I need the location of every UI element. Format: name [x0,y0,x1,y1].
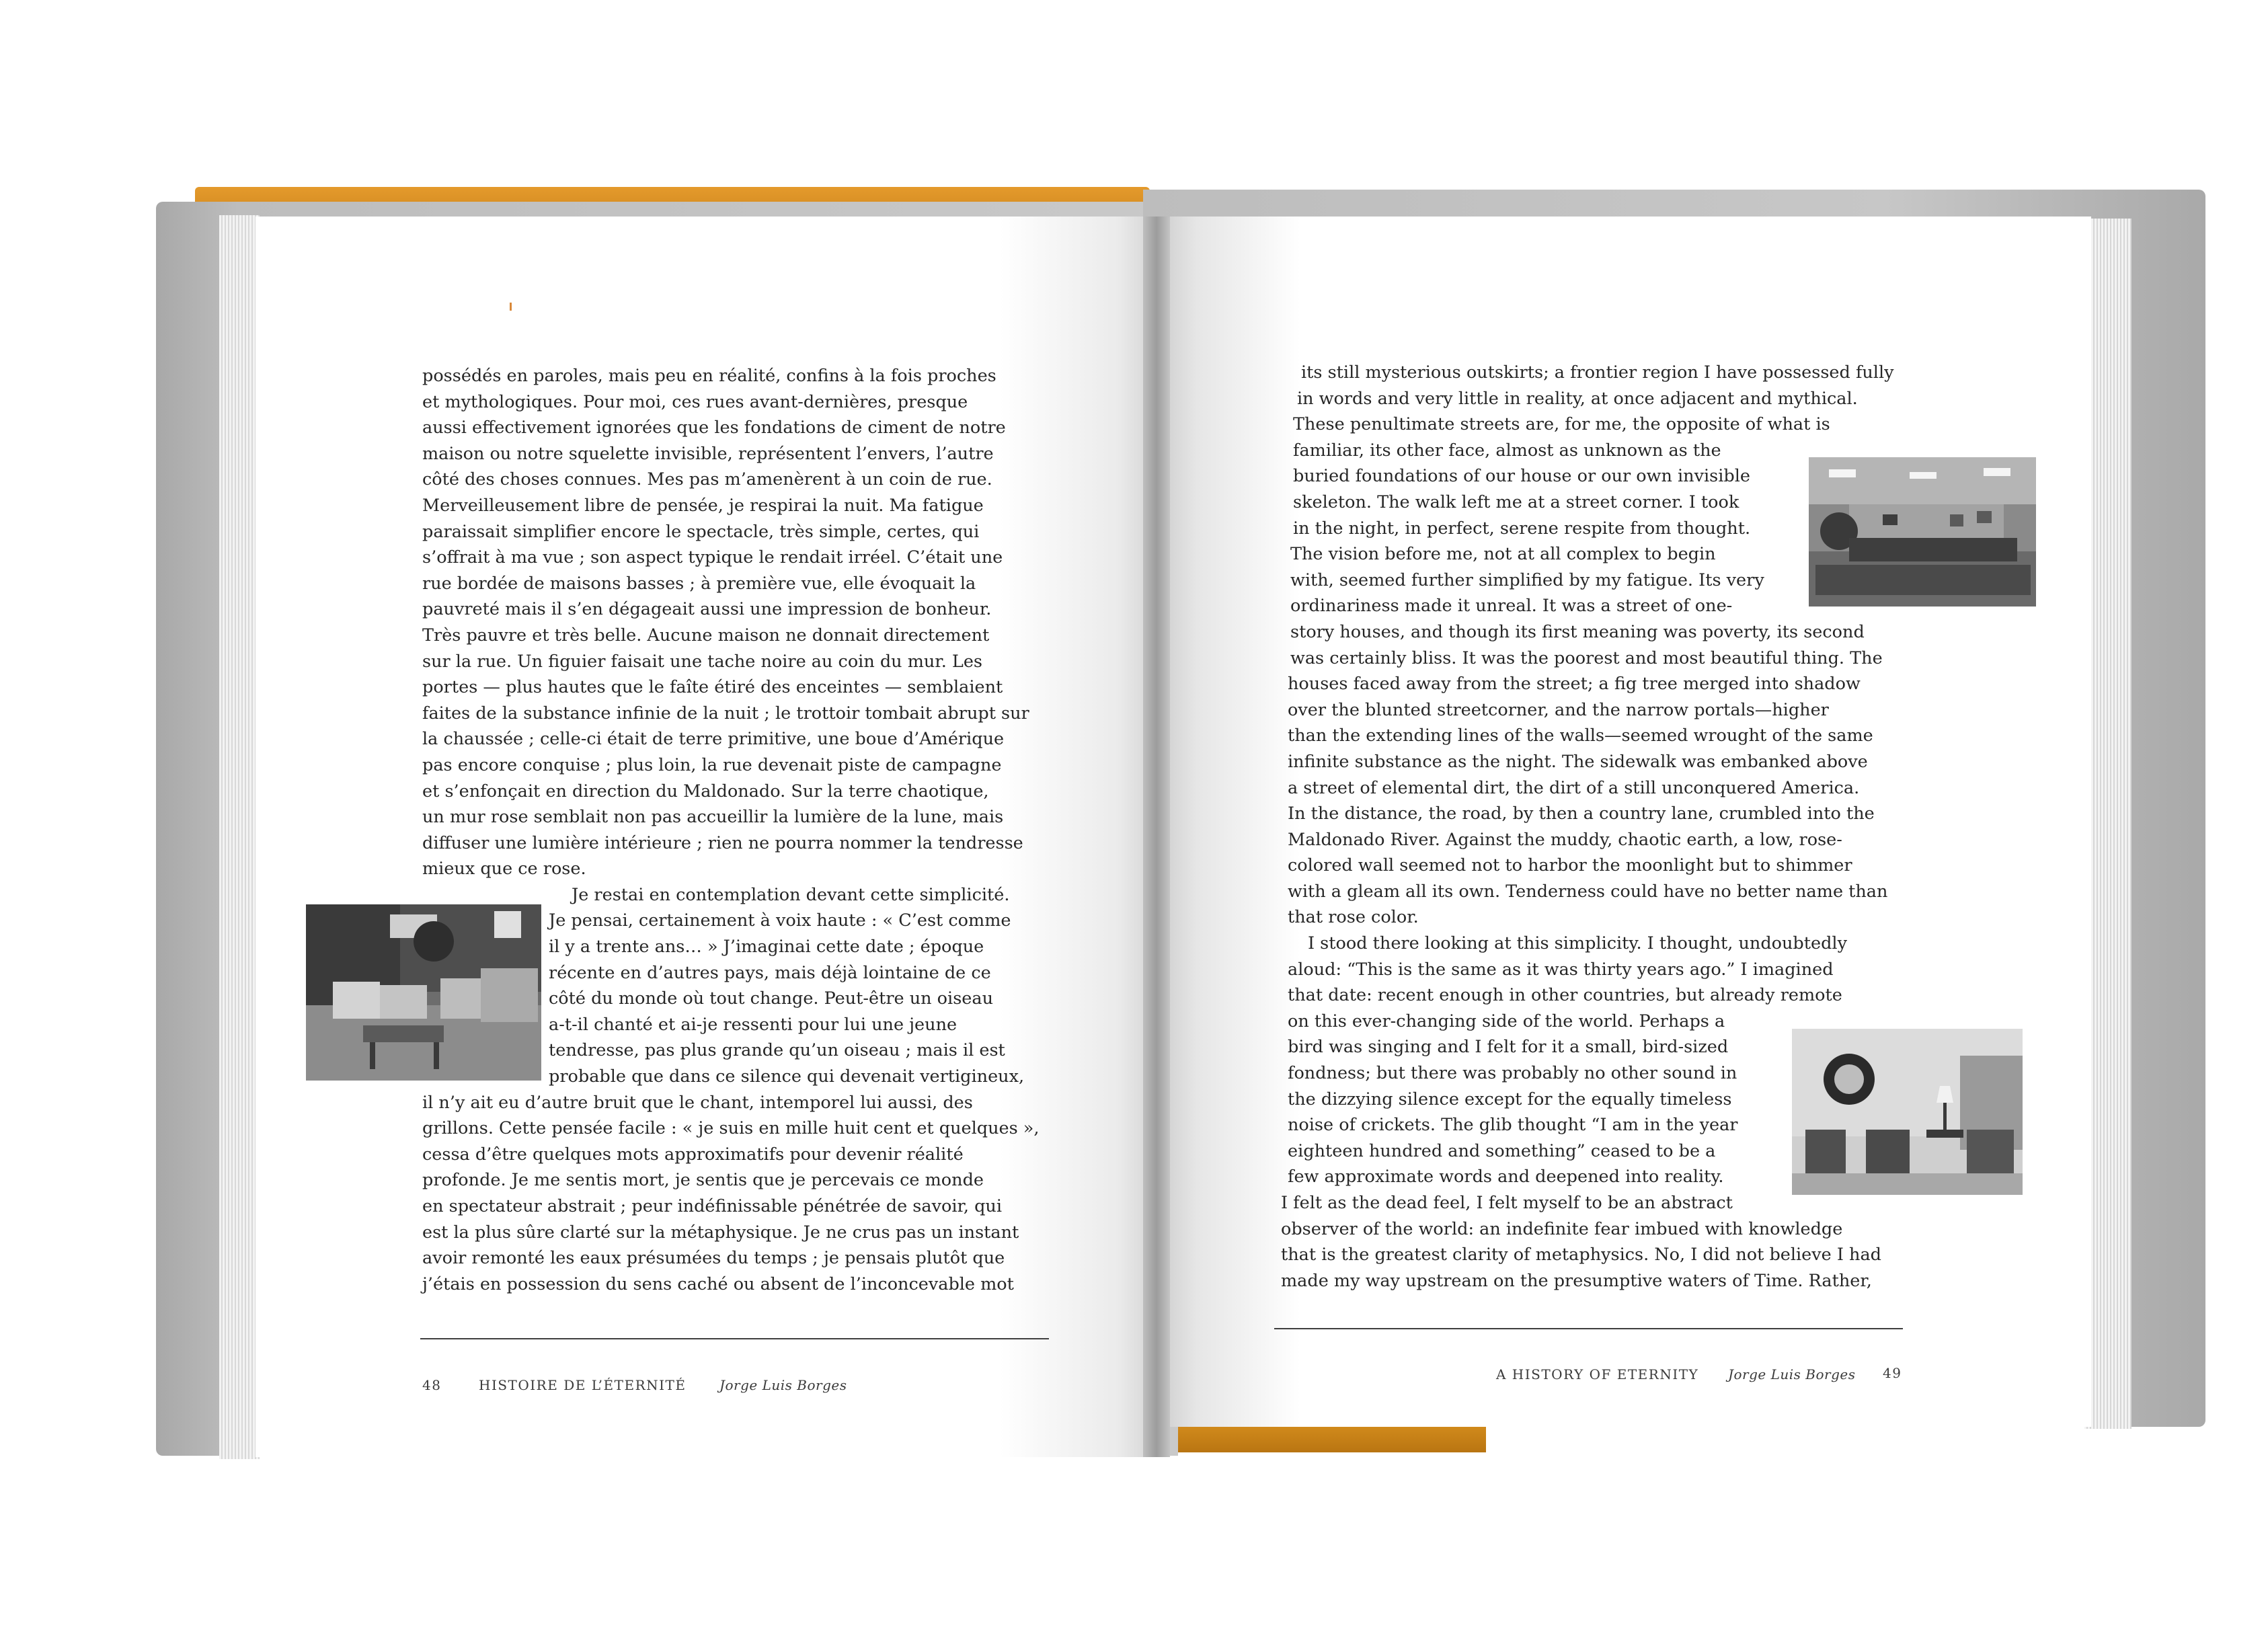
text-line: pauvreté mais il s’en dégageait aussi une impression de bonheur. [422,599,992,620]
page-edges-right [2084,219,2132,1429]
text-line: that is the greatest clarity of metaphysics. No, I did not believe I had [1281,1245,1881,1265]
text-line: the dizzying silence except for the equally timeless [1288,1089,1732,1109]
text-line: observer of the world: an indefinite fear imbued with knowledge [1281,1218,1843,1239]
text-line: than the extending lines of the walls—seemed wrought of the same [1288,726,1873,746]
text-line: eighteen hundred and something” ceased to be a [1288,1140,1716,1161]
text-line: avoir remonté les eaux présumées du temps ; je pensais plutôt que [422,1248,1005,1269]
footer-rule-left [420,1338,1049,1339]
text-line: colored wall seemed not to harbor the moonlight but to shimmer [1288,855,1852,876]
text-line: mieux que ce rose. [422,859,586,879]
text-line: houses faced away from the street; a fig tree merged into shadow [1288,674,1861,695]
text-line: over the blunted streetcorner, and the narrow portals—higher [1288,699,1829,720]
text-line: on this ever-changing side of the world. Perhaps a [1288,1011,1725,1031]
text-line: noise of crickets. The glib thought “I am in the year [1288,1115,1738,1136]
text-line: Maldonado River. Against the muddy, chaotic earth, a low, rose- [1288,829,1842,850]
text-line: familiar, its other face, almost as unknown as the [1293,440,1721,461]
mirror-lamp-room-photo [1792,1029,2023,1195]
text-line: la chaussée ; celle-ci était de terre primitive, une boue d’Amérique [422,729,1005,750]
text-line: aussi effectivement ignorées que les fondations de ciment de notre [422,418,1006,438]
text-line: skeleton. The walk left me at a street corner. I took [1293,492,1739,512]
text-line: Je restai en contemplation devant cette simplicité. [572,884,1010,905]
text-line: pas encore conquise ; plus loin, la rue devenait piste de campagne [422,754,1002,775]
text-line: I stood there looking at this simplicity. I thought, undoubtedly [1308,933,1847,954]
page-edges-left [219,215,260,1459]
text-line: possédés en paroles, mais peu en réalité, confins à la fois proches [422,366,996,386]
text-line: rue bordée de maisons basses ; à première vue, elle évoquait la [422,573,976,594]
text-line: fondness; but there was probably no other sound in [1288,1063,1737,1084]
page-number-left: 48 [422,1377,442,1393]
text-line: en spectateur abstrait ; peur indéfinissable pénétrée de savoir, qui [422,1196,1003,1216]
text-line: Merveilleusement libre de pensée, je respirai la nuit. Ma fatigue [422,495,984,516]
text-line: The vision before me, not at all complex to begin [1290,544,1716,565]
running-title-right: A HISTORY OF ETERNITY [1496,1366,1699,1382]
text-line: made my way upstream on the presumptive waters of Time. Rather, [1281,1270,1872,1291]
text-line: côté des choses connues. Mes pas m’amenèrent à un coin de rue. [422,469,992,490]
text-line: Très pauvre et très belle. Aucune maison ne donnait directement [422,625,990,646]
text-line: un mur rose semblait non pas accueillir la lumière de la lune, mais [422,807,1004,828]
text-line: sur la rue. Un figuier faisait une tache noire au coin du mur. Les [422,651,983,672]
text-line: maison ou notre squelette invisible, représentent l’envers, l’autre [422,443,994,464]
left-page-text [422,363,1040,1297]
text-line: portes — plus hautes que le faîte étiré des enceintes — semblaient [422,677,1003,698]
text-line: a street of elemental dirt, the dirt of a still unconquered America. [1288,777,1860,798]
text-line: côté du monde où tout change. Peut-être un oiseau [549,988,993,1009]
text-line: in words and very little in reality, at once adjacent and mythical. [1297,388,1858,409]
running-title-left: HISTOIRE DE L’ÉTERNITÉ [479,1377,687,1393]
text-line: buried foundations of our house or our own invisible [1293,466,1750,487]
text-line: with, seemed further simplified by my fatigue. Its very [1290,570,1764,590]
text-line: These penultimate streets are, for me, the opposite of what is [1293,414,1830,435]
text-line: infinite substance as the night. The sidewalk was embanked above [1288,751,1868,772]
text-line: in the night, in perfect, serene respite from thought. [1293,518,1751,539]
text-line: Je pensai, certainement à voix haute : « C’est comme [549,910,1011,931]
text-line: aloud: “This is the same as it was thirty years ago.” I imagined [1288,959,1834,980]
text-line: few approximate words and deepened into reality. [1288,1167,1724,1187]
text-line: that rose color. [1288,907,1419,928]
footer-rule-right [1274,1328,1903,1329]
text-line: diffuser une lumière intérieure ; rien ne pourra nommer la tendresse [422,832,1023,853]
text-line: that date: recent enough in other countries, but already remote [1288,985,1842,1006]
running-author-left: Jorge Luis Borges [719,1377,847,1393]
page-mark [510,303,512,311]
text-line: was certainly bliss. It was the poorest and most beautiful thing. The [1290,648,1883,668]
text-line: profonde. Je me sentis mort, je sentis que je percevais ce monde [422,1170,984,1191]
text-line: cessa d’être quelques mots approximatifs pour devenir réalité [422,1144,964,1165]
text-line: its still mysterious outskirts; a frontier region I have possessed fully [1301,362,1894,383]
waiting-room-photo [1809,457,2036,607]
waiting-room-photo [306,904,541,1081]
page-number-right: 49 [1883,1365,1902,1381]
running-author-right: Jorge Luis Borges [1728,1366,1856,1382]
text-line: faites de la substance infinie de la nuit ; le trottoir tombait abrupt sur [422,703,1029,724]
text-line: tendresse, pas plus grande qu’un oiseau ; mais il est [549,1040,1005,1061]
text-line: et s’enfonçait en direction du Maldonado. Sur la terre chaotique, [422,781,989,802]
text-line: ordinariness made it unreal. It was a street of one- [1290,596,1733,617]
text-line: probable que dans ce silence qui devenait vertigineux, [549,1066,1025,1087]
text-line: j’étais en possession du sens caché ou absent de l’inconcevable mot [422,1274,1014,1294]
text-line: In the distance, the road, by then a country lane, crumbled into the [1288,804,1875,824]
text-line: récente en d’autres pays, mais déjà lointaine de ce [549,962,991,983]
text-line: est la plus sûre clarté sur la métaphysique. Je ne crus pas un instant [422,1222,1019,1243]
text-line: s’offrait à ma vue ; son aspect typique le rendait irréel. C’était une [422,547,1003,568]
text-line: I felt as the dead feel, I felt myself to be an abstract [1281,1193,1733,1213]
text-line: grillons. Cette pensée facile : « je suis en mille huit cent et quelques », [422,1118,1040,1139]
text-line: with a gleam all its own. Tenderness could have no better name than [1288,881,1888,902]
text-line: bird was singing and I felt for it a small, bird-sized [1288,1037,1729,1058]
text-line: a-t-il chanté et ai-je ressenti pour lui une jeune [549,1014,957,1035]
text-line: paraissait simplifier encore le spectacle, très simple, certes, qui [422,521,980,542]
text-line: il n’y ait eu d’autre bruit que le chant, intemporel lui aussi, des [422,1092,973,1113]
text-line: il y a trente ans… » J’imaginai cette date ; époque [549,937,984,957]
text-line: et mythologiques. Pour moi, ces rues avant-dernières, presque [422,391,968,412]
book-gutter [1143,217,1170,1457]
text-line: story houses, and though its first meaning was poverty, its second [1290,621,1865,642]
